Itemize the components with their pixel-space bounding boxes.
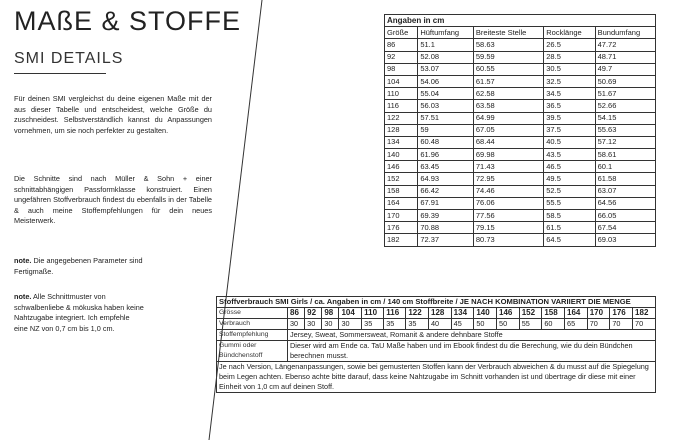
measurement-cell: 80.73 [473, 234, 543, 246]
measurement-cell: 61.96 [418, 149, 474, 161]
fabric-row-label: Grösse [217, 308, 288, 319]
fabric-size-cell: 146 [497, 308, 520, 319]
fabric-usage-cell: 30 [339, 319, 362, 330]
measurement-cell: 54.06 [418, 75, 474, 87]
measurement-cell: 43.5 [544, 149, 595, 161]
measurement-row [385, 88, 656, 100]
measurement-cell: 71.43 [473, 161, 543, 173]
note-label: note. [14, 256, 32, 265]
fabric-recommend-text: Jersey, Sweat, Sommersweat, Romanit & andere dehnbare Stoffe [288, 330, 656, 341]
fabric-size-row [217, 308, 656, 319]
fabric-usage-cell: 55 [519, 319, 542, 330]
measurement-cell: 176 [385, 222, 418, 234]
page-subtitle: SMI DETAILS [14, 50, 124, 67]
fabric-usage-cell: 30 [322, 319, 339, 330]
measurement-cell: 66.05 [595, 210, 655, 222]
measurement-cell: 77.56 [473, 210, 543, 222]
measurement-cell: 53.07 [418, 63, 474, 75]
measurement-cell: 158 [385, 185, 418, 197]
measurement-cell: 52.66 [595, 100, 655, 112]
measurement-row [385, 39, 656, 51]
measurement-cell: 59 [418, 124, 474, 136]
measurement-cell: 60.1 [595, 161, 655, 173]
measurement-caption-row [385, 15, 656, 27]
measurement-cell: 52.5 [544, 185, 595, 197]
measurement-cell: 55.63 [595, 124, 655, 136]
measurement-row [385, 173, 656, 185]
measurement-cell: 51.67 [595, 88, 655, 100]
measurement-cell: 74.46 [473, 185, 543, 197]
measurement-cell: 69.03 [595, 234, 655, 246]
fabric-usage-cell: 60 [542, 319, 565, 330]
fabric-caption: Stoffverbrauch SMI Girls / ca. Angaben in cm / 140 cm Stoffbreite / JE NACH KOMBINATION VARIIERT DIE MENGE [217, 297, 656, 308]
measurement-cell: 48.71 [595, 51, 655, 63]
measurement-cell: 57.51 [418, 112, 474, 124]
measurement-cell: 70.88 [418, 222, 474, 234]
measurement-cell: 122 [385, 112, 418, 124]
note-finished-sizes [14, 256, 164, 277]
measurement-header-cell: Rocklänge [544, 27, 595, 39]
fabric-recommend-row [217, 330, 656, 341]
measurement-cell: 69.39 [418, 210, 474, 222]
measurement-cell: 164 [385, 197, 418, 209]
measurement-cell: 49.7 [595, 63, 655, 75]
note-text: Die angegebenen Parameter sind Fertigmaße. [14, 256, 143, 276]
measurement-cell: 64.93 [418, 173, 474, 185]
fabric-usage-cell: 30 [288, 319, 305, 330]
measurement-caption: Angaben in cm [385, 15, 656, 27]
page-title: MAßE & STOFFE [14, 6, 242, 36]
measurement-cell: 182 [385, 234, 418, 246]
fabric-elastic-text: Dieser wird am Ende ca. TaU Maße haben und im Ebook findest du die Berechung, wie du dein Bündchen berechnen musst. [288, 341, 656, 362]
fabric-size-cell: 170 [587, 308, 610, 319]
fabric-usage-cell: 70 [610, 319, 633, 330]
fabric-usage-row [217, 319, 656, 330]
fabric-size-cell: 86 [288, 308, 305, 319]
measurement-cell: 64.99 [473, 112, 543, 124]
measurement-cell: 76.06 [473, 197, 543, 209]
measurement-row [385, 210, 656, 222]
fabric-usage-cell: 65 [565, 319, 588, 330]
measurement-cell: 56.03 [418, 100, 474, 112]
fabric-usage-cell: 70 [633, 319, 656, 330]
measurement-cell: 62.58 [473, 88, 543, 100]
measurement-cell: 134 [385, 136, 418, 148]
measurement-cell: 28.5 [544, 51, 595, 63]
measurement-cell: 98 [385, 63, 418, 75]
measurement-cell: 36.5 [544, 100, 595, 112]
measurement-table [384, 14, 656, 247]
measurement-cell: 67.05 [473, 124, 543, 136]
measurement-cell: 104 [385, 75, 418, 87]
measurement-row [385, 75, 656, 87]
fabric-usage-cell: 70 [587, 319, 610, 330]
fabric-size-cell: 116 [384, 308, 406, 319]
measurement-cell: 57.12 [595, 136, 655, 148]
measurement-cell: 51.1 [418, 39, 474, 51]
measurement-cell: 110 [385, 88, 418, 100]
measurement-row [385, 234, 656, 246]
fabric-row-label: Stoffempfehlung [217, 330, 288, 341]
measurement-row [385, 185, 656, 197]
measurement-cell: 64.5 [544, 234, 595, 246]
measurement-cell: 58.61 [595, 149, 655, 161]
measurement-cell: 34.5 [544, 88, 595, 100]
measurement-row [385, 112, 656, 124]
fabric-footnote: Je nach Version, Längenanpassungen, sowie bei gemusterten Stoffen kann der Verbrauch abweichen & du musst auf die Spiegelung beim Legen achten. Ebenso achte bitte darauf, dass keine Nahtzugabe im Schnitt vorhanden ist und übertrage dir diese mit einer Einheit von 1,0 cm auf deinen Stoff. [217, 362, 656, 393]
fabric-size-cell: 92 [305, 308, 322, 319]
fabric-usage-cell: 50 [497, 319, 520, 330]
measurement-cell: 49.5 [544, 173, 595, 185]
fabric-size-cell: 158 [542, 308, 565, 319]
fabric-size-cell: 164 [565, 308, 588, 319]
measurement-cell: 67.54 [595, 222, 655, 234]
measurement-cell: 152 [385, 173, 418, 185]
fabric-usage-cell: 50 [474, 319, 497, 330]
measurement-cell: 69.98 [473, 149, 543, 161]
measurement-cell: 116 [385, 100, 418, 112]
measurement-cell: 140 [385, 149, 418, 161]
measurement-cell: 60.55 [473, 63, 543, 75]
note-seam-allowance [14, 292, 144, 334]
fabric-elastic-row [217, 341, 656, 362]
measurement-cell: 68.44 [473, 136, 543, 148]
measurement-cell: 61.5 [544, 222, 595, 234]
fabric-usage-cell: 35 [362, 319, 384, 330]
fabric-row-label: Verbrauch [217, 319, 288, 330]
note-label: note. [14, 292, 32, 301]
fabric-row-label: Gummi oder Bündchenstoff [217, 341, 288, 362]
fabric-usage-cell: 35 [406, 319, 429, 330]
measurement-cell: 40.5 [544, 136, 595, 148]
measurement-cell: 59.59 [473, 51, 543, 63]
measurement-cell: 32.5 [544, 75, 595, 87]
fabric-size-cell: 152 [519, 308, 542, 319]
measurement-cell: 52.08 [418, 51, 474, 63]
measurement-row [385, 149, 656, 161]
fabric-size-cell: 140 [474, 308, 497, 319]
measurement-row [385, 63, 656, 75]
measurement-row [385, 124, 656, 136]
fabric-size-cell: 128 [429, 308, 452, 319]
measurement-cell: 128 [385, 124, 418, 136]
construction-paragraph: Die Schnitte sind nach Müller & Sohn + einer schnittabhängigen Passformklasse konstruiert. Einen ungefähren Stoffverbrauch findest du ebenfalls in der Tabelle & auch meine Stoffempfehlungen für dein neues Meisterwerk. [14, 174, 212, 226]
measurement-cell: 39.5 [544, 112, 595, 124]
measurement-header-cell: Hüftumfang [418, 27, 474, 39]
measurement-cell: 30.5 [544, 63, 595, 75]
measurement-header-cell: Bundumfang [595, 27, 655, 39]
measurement-cell: 64.56 [595, 197, 655, 209]
fabric-usage-table [216, 296, 656, 393]
fabric-usage-cell: 45 [451, 319, 474, 330]
fabric-size-cell: 134 [451, 308, 474, 319]
measurement-cell: 63.07 [595, 185, 655, 197]
fabric-size-cell: 110 [362, 308, 384, 319]
measurement-cell: 146 [385, 161, 418, 173]
measurement-cell: 92 [385, 51, 418, 63]
note-text: Alle Schnittmuster von schwalbenliebe & mökuska haben keine Nahtzugabe integriert. Ich empfehle eine NZ von 0,7 cm bis 1,0 cm. [14, 292, 144, 333]
measurement-cell: 72.37 [418, 234, 474, 246]
measurement-cell: 58.63 [473, 39, 543, 51]
measurement-cell: 60.48 [418, 136, 474, 148]
fabric-size-cell: 104 [339, 308, 362, 319]
measurement-cell: 55.04 [418, 88, 474, 100]
measurement-header-row [385, 27, 656, 39]
measurement-row [385, 197, 656, 209]
measurement-cell: 58.5 [544, 210, 595, 222]
fabric-size-cell: 122 [406, 308, 429, 319]
fabric-usage-cell: 40 [429, 319, 452, 330]
measurement-cell: 72.95 [473, 173, 543, 185]
fabric-caption-row [217, 297, 656, 308]
subtitle-underline [14, 73, 106, 74]
measurement-cell: 47.72 [595, 39, 655, 51]
measurement-cell: 170 [385, 210, 418, 222]
intro-paragraph: Für deinen SMI vergleichst du deine eigenen Maße mit der aus dieser Tabelle und entscheidest, welche Größe du zuschneidest. Selbstverständlich kannst du Anpassungen vornehmen, um sie noch perfekter zu gestalten. [14, 94, 212, 135]
measurement-cell: 37.5 [544, 124, 595, 136]
measurement-cell: 61.58 [595, 173, 655, 185]
fabric-size-cell: 176 [610, 308, 633, 319]
measurement-header-cell: Größe [385, 27, 418, 39]
measurement-header-cell: Breiteste Stelle [473, 27, 543, 39]
measurement-cell: 63.45 [418, 161, 474, 173]
fabric-usage-cell: 30 [305, 319, 322, 330]
measurement-cell: 54.15 [595, 112, 655, 124]
measurement-cell: 63.58 [473, 100, 543, 112]
measurement-row [385, 222, 656, 234]
measurement-row [385, 100, 656, 112]
measurement-cell: 79.15 [473, 222, 543, 234]
measurement-cell: 67.91 [418, 197, 474, 209]
measurement-cell: 26.5 [544, 39, 595, 51]
fabric-size-cell: 182 [633, 308, 656, 319]
fabric-footnote-row [217, 362, 656, 393]
fabric-size-cell: 98 [322, 308, 339, 319]
measurement-row [385, 51, 656, 63]
measurement-cell: 46.5 [544, 161, 595, 173]
measurement-cell: 66.42 [418, 185, 474, 197]
measurement-cell: 50.69 [595, 75, 655, 87]
measurement-cell: 61.57 [473, 75, 543, 87]
fabric-usage-cell: 35 [384, 319, 406, 330]
measurement-row [385, 161, 656, 173]
measurement-row [385, 136, 656, 148]
measurement-cell: 86 [385, 39, 418, 51]
measurement-cell: 55.5 [544, 197, 595, 209]
